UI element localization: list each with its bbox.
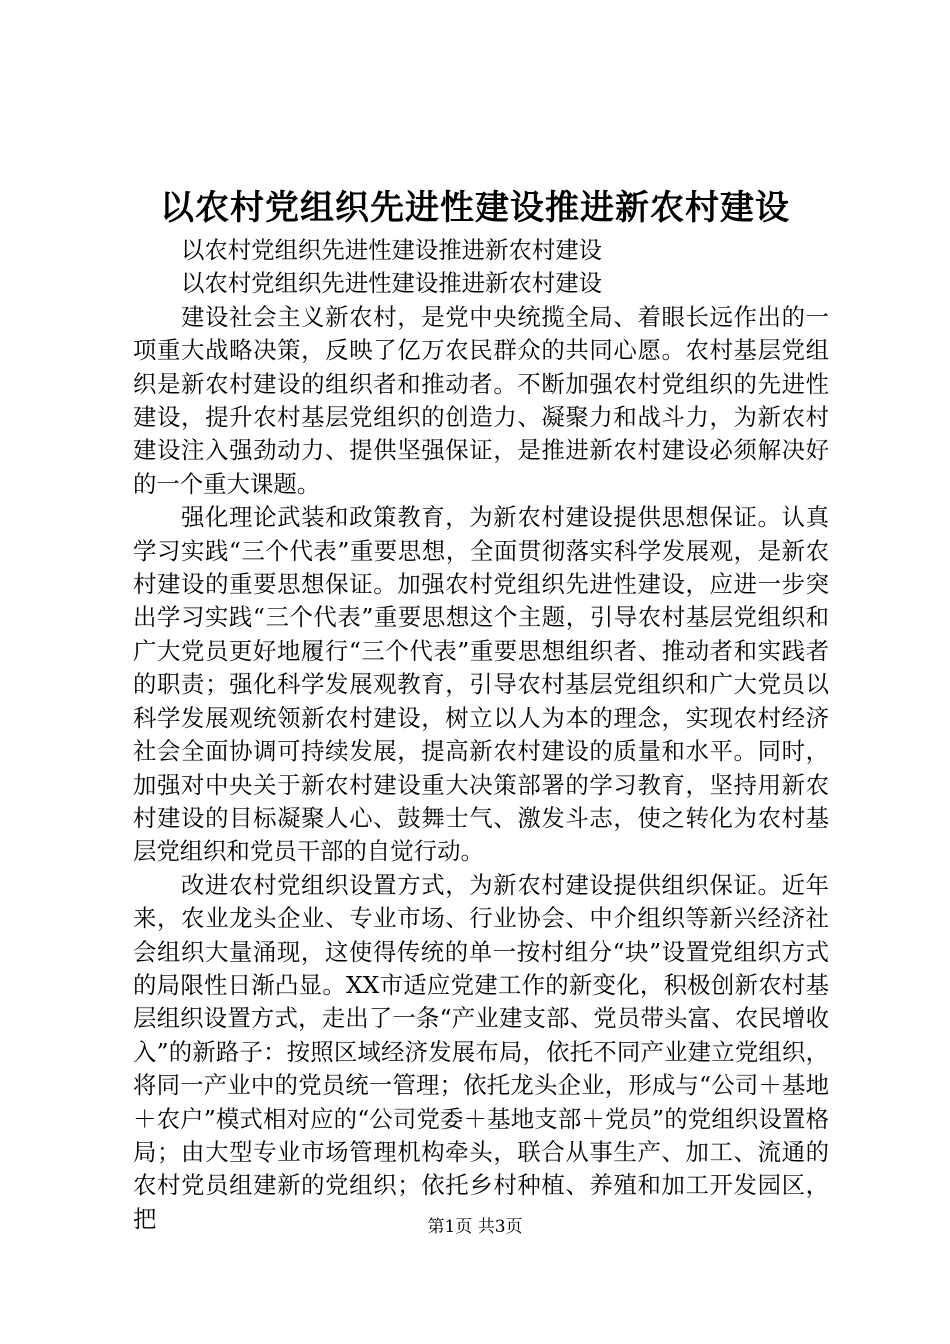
subtitle-line: 以农村党组织先进性建设推进新农村建设 [181,236,603,264]
body-paragraph: 改进农村党组织设置方式，为新农村建设提供组织保证。近年来，农业龙头企业、专业市场、行业协会、中介组织等新兴经济社会组织大量涌现，这使得传统的单一按村组分“块”设置党组织方式的局限性日渐凸显。XX市适应党建工作的新变化，积极创新农村基层组织设置方式，走出了一条“产业建支部、党员带头富、农民增收入”的新路子：按照区域经济发展布局，依托不同产业建立党组织，将同一产业中的党员统一管理；依托龙头企业，形成与“公司＋基地＋农户”模式相对应的“公司党委＋基地支部＋党员”的党组织设置格局；由大型专业市场管理机构牵头，联合从事生产、加工、流通的农村党员组建新的党组织；依托乡村种植、养殖和加工开发园区，把 [133,870,829,1233]
body-paragraph: 强化理论武装和政策教育，为新农村建设提供思想保证。认真学习实践“三个代表”重要思想，全面贯彻落实科学发展观，是新农村建设的重要思想保证。加强农村党组织先进性建设，应进一步突出学习实践“三个代表”重要思想这个主题，引导农村基层党组织和广大党员更好地履行“三个代表”重要思想组织者、推动者和实践者的职责；强化科学发展观教育，引导农村基层党组织和广大党员以科学发展观统领新农村建设，树立以人为本的理念，实现农村经济社会全面协调可持续发展，提高新农村建设的质量和水平。同时，加强对中央关于新农村建设重大决策部署的学习教育，坚持用新农村建设的目标凝聚人心、鼓舞士气、激发斗志，使之转化为农村基层党组织和党员干部的自觉行动。 [133,503,829,866]
document-title: 以农村党组织先进性建设推进新农村建设 [160,188,790,228]
body-paragraph: 建设社会主义新农村，是党中央统揽全局、着眼长远作出的一项重大战略决策，反映了亿万农民群众的共同心愿。农村基层党组织是新农村建设的组织者和推动者。不断加强农村党组织的先进性建设，提升农村基层党组织的创造力、凝聚力和战斗力，为新农村建设注入强劲动力、提供坚强保证，是推进新农村建设必须解决好的一个重大课题。 [133,302,829,498]
document-body [133,234,829,1236]
subtitle-line: 以农村党组织先进性建设推进新农村建设 [181,269,603,298]
page-footer: 第1页 共3页 [427,1217,523,1237]
